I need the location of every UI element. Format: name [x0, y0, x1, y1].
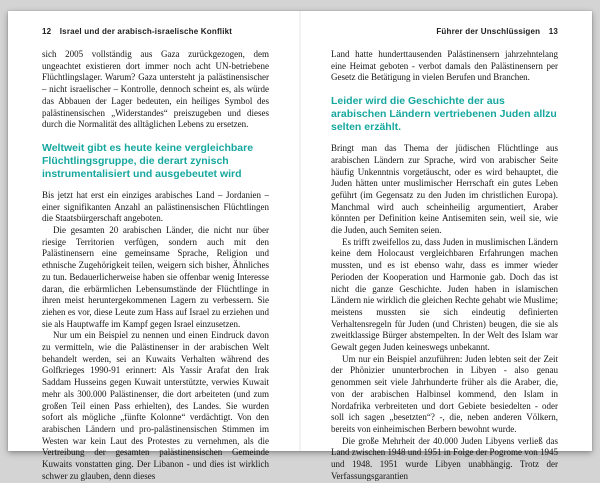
- right-body-text: [331, 49, 558, 483]
- left-running-title: Israel und der arabisch-israelische Konflikt: [59, 27, 233, 36]
- left-body-text: [42, 49, 269, 483]
- paragraph: sich 2005 vollständig aus Gaza zurückgezogen, dem ungeachtet existieren dort immer noch acht UN-betriebene Flüchtlingslager. Warum? Gaza untersteht ja palästinensischer – nicht israelischer – Kontrolle, dennoch scheint es, als würde das Abbauen der Lager bedeuten, ein heiliges Symbol des palästinensischen „Widerstandes“ preiszugeben und dieses durch die Normalität des alltäglichen Lebens zu ersetzen.: [42, 49, 269, 130]
- paragraph: Es trifft zweifellos zu, dass Juden in muslimischen Ländern keine dem Holocaust vergleichbaren Erfahrungen machen mussten, und es ist ebenso wahr, dass es immer wieder Perioden der Kooperation und Harmonie gab. Doch das ist nicht die ganze Geschichte. Juden haben in islamischen Ländern nie wirklich die gleichen Rechte gehabt wie Muslime; meistens mussten sie sich eindeutig definierten Verhaltensregeln für Juden (und Christen) beugen, die sie als zweitklassige Bürger abstempelten. In der Welt des Islam war Gewalt gegen Juden keineswegs unbekannt.: [331, 236, 558, 353]
- section-heading: Weltweit gibt es heute keine vergleichbare Flüchtlingsgruppe, die derart zynisch instrumentalisiert und ausgebeutet wird: [42, 141, 254, 180]
- paragraph: Die gesamten 20 arabischen Länder, die nicht nur über riesige Territorien verfügen, sondern auch mit den Palästinensern eine gemeinsame Sprache, Religion und ethnische Zugehörigkeit teilen, weigern sich bisher, Ähnliches zu tun. Bedauerlicherweise haben sie offenbar wenig Interesse daran, die erbärmlichen Lebensumstände der Flüchtlinge in ihren meist heruntergekommenen Lagern zu verbessern. Sie ziehen es vor, diese Leute zum Hass auf Israel zu erziehen und sie als Hauptwaffe im Kampf gegen Israel einzusetzen.: [42, 225, 269, 329]
- section-heading: Leider wird die Geschichte der aus arabischen Ländern vertriebenen Juden allzu selten erzählt.: [331, 95, 557, 134]
- paragraph: Nur um ein Beispiel zu nennen und einen Eindruck davon zu vermitteln, wie die Palästinenser in der arabischen Welt behandelt werden, sei an Kuwaits Verhalten während des Golfkrieges 1990-91 erinnert: Als Yassir Arafat den Irak Saddam Husseins gegen Kuwait unterstützte, verwies Kuwait mehr als 300.000 Palästinenser, die dort arbeiteten (und zum großen Teil einen Pass erhielten), des Landes. Sie wurden sofort als mögliche „fünfte Kolonne“ verdächtigt. Von den arabischen Ländern und pro-palästinensischen Stimmen im Westen war kein Laut des Protestes zu vernehmen, als die Vertreibung der gesamten palästinensischen Gemeinde Kuwaits vonstatten ging. Der Libanon - und dies ist wirklich schwer zu glauben, denn dieses: [42, 330, 269, 481]
- left-running-head: [42, 27, 269, 36]
- right-running-title: Führer der Unschlüssigen: [436, 27, 541, 36]
- left-page-number: 12: [42, 27, 52, 36]
- book-spread: [8, 11, 592, 481]
- right-page: [301, 11, 592, 481]
- paragraph: Bringt man das Thema der jüdischen Flüchtlinge aus arabischen Ländern zur Sprache, wird von arabischer Seite häufig Unkenntnis vorgetäuscht, oder es wird behauptet, die Juden hätten unter muslimischer Herrschaft ein gutes Leben geführt (im Gegensatz zu den Juden im christlichen Europa). Manchmal wird auch scheinheilig argumentiert, Araber könnten per Definition keine Antisemiten sein, weil sie, wie die Juden, auch Semiten seien.: [331, 143, 558, 236]
- right-running-head: [331, 27, 558, 36]
- paragraph: Die große Mehrheit der 40.000 Juden Libyens verließ das Land zwischen 1948 und 1951 in Folge der Pogrome von 1945 und 1948. 1951 wurde Libyen unabhängig. Trotz der Verfassungsgarantien: [331, 435, 558, 481]
- paragraph: Land hatte hunderttausenden Palästinensern jahrzehntelang eine Heimat geboten - verbot damals den Palästinensern per Gesetz die Betätigung in vielen Berufen und Branchen.: [331, 49, 558, 83]
- paragraph: Bis jetzt hat erst ein einziges arabisches Land – Jordanien – einer signifikanten Anzahl an palästinensischen Flüchtlingen die Staatsbürgerschaft angeboten.: [42, 189, 269, 224]
- left-page: [8, 11, 299, 481]
- paragraph: Um nur ein Beispiel anzuführen: Juden lebten seit der Zeit der Phönizier ununterbrochen in Libyen - also genau genommen seit viele Jahrhunderte früher als die Araber, die, von der arabischen Halbinsel kommend, den Islam in Nordafrika verbreiteten und dort Gebiete besiedelten - oder soll ich sagen „besetzten“? -, die, neben anderen Völkern, bereits von einheimischen Berbern bewohnt wurde.: [331, 353, 558, 434]
- right-page-number: 13: [548, 27, 558, 36]
